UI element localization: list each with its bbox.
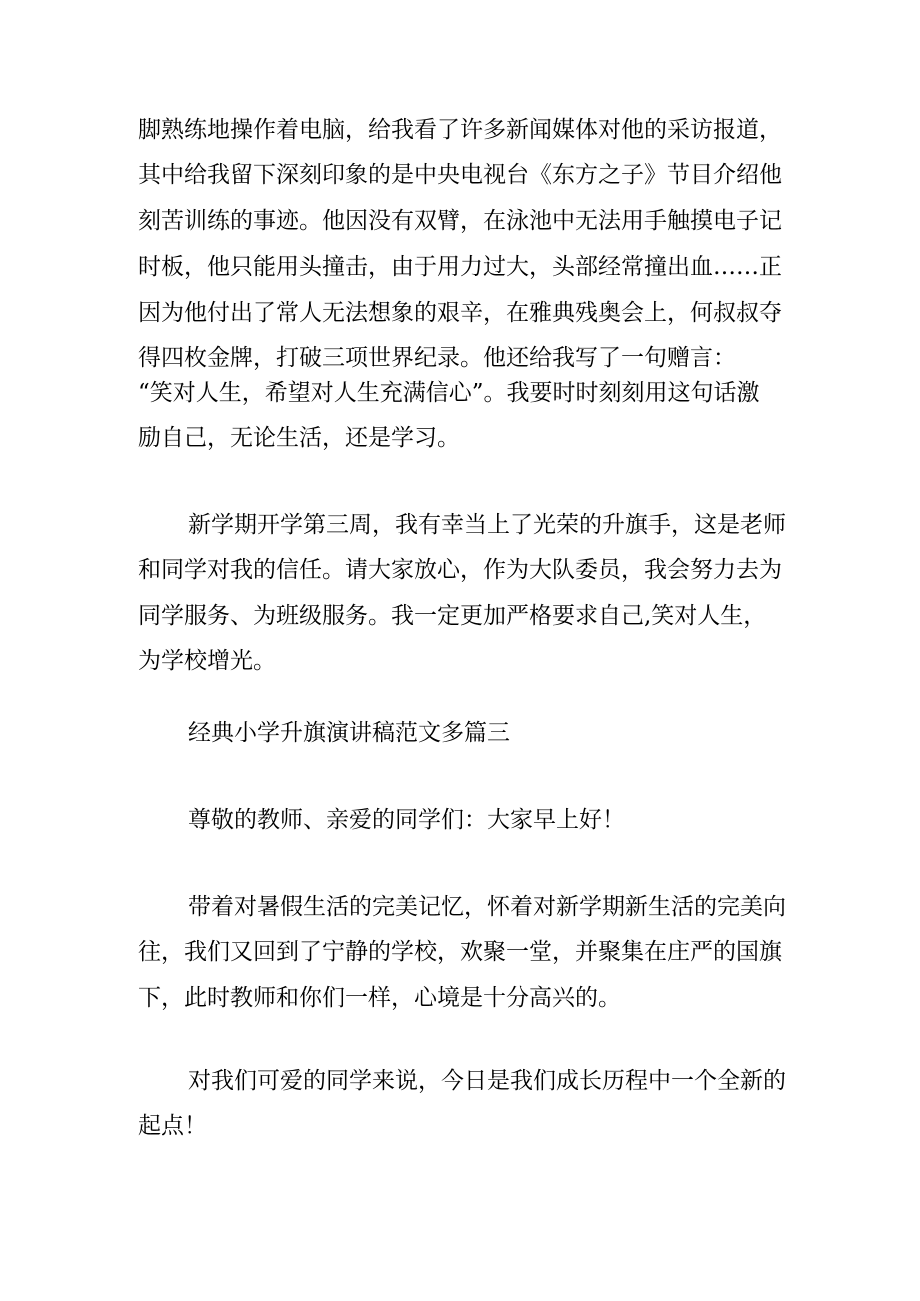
paragraph-2-line-2: 和同学对我的信任。请大家放心，作为大队委员，我会努力去为 bbox=[138, 557, 782, 583]
paragraph-1-line-1: 脚熟练地操作着电脑，给我看了许多新闻媒体对他的采访报道， bbox=[138, 117, 782, 143]
paragraph-2-line-4: 为学校增光。 bbox=[138, 648, 276, 674]
paragraph-1-line-7: “笑对人生，希望对人生充满信心”。我要时时刻刻用这句话激 bbox=[138, 380, 760, 406]
paragraph-1-line-6: 得四枚金牌，打破三项世界纪录。他还给我写了一句赠言： bbox=[138, 345, 736, 371]
paragraph-1-line-8: 励自己，无论生活，还是学习。 bbox=[138, 425, 460, 451]
paragraph-2-line-3: 同学服务、为班级服务。我一定更加严格要求自己,笑对人生， bbox=[138, 603, 767, 629]
paragraph-4-line-2: 起点！ bbox=[138, 1113, 207, 1139]
paragraph-3-line-1: 带着对暑假生活的完美记忆，怀着对新学期新生活的完美向 bbox=[188, 894, 786, 920]
paragraph-3-line-2: 往，我们又回到了宁静的学校，欢聚一堂，并聚集在庄严的国旗 bbox=[138, 939, 782, 965]
paragraph-1-line-4: 时板，他只能用头撞击，由于用力过大，头部经常撞出血……正 bbox=[138, 254, 782, 280]
paragraph-1-line-3: 刻苦训练的事迹。他因没有双臂，在泳池中无法用手触摸电子记 bbox=[138, 208, 782, 234]
paragraph-1-line-2: 其中给我留下深刻印象的是中央电视台《东方之子》节目介绍他 bbox=[138, 162, 782, 188]
paragraph-2-line-1: 新学期开学第三周，我有幸当上了光荣的升旗手，这是老师 bbox=[188, 512, 786, 538]
section-title: 经典小学升旗演讲稿范文多篇三 bbox=[188, 720, 510, 746]
paragraph-3-line-3: 下，此时教师和你们一样，心境是十分高兴的。 bbox=[138, 985, 621, 1011]
paragraph-1-line-5: 因为他付出了常人无法想象的艰辛，在雅典残奥会上，何叔叔夺 bbox=[138, 300, 782, 326]
paragraph-4-line-1: 对我们可爱的同学来说，今日是我们成长历程中一个全新的 bbox=[188, 1068, 786, 1094]
greeting: 尊敬的教师、亲爱的同学们：大家早上好！ bbox=[188, 807, 625, 833]
